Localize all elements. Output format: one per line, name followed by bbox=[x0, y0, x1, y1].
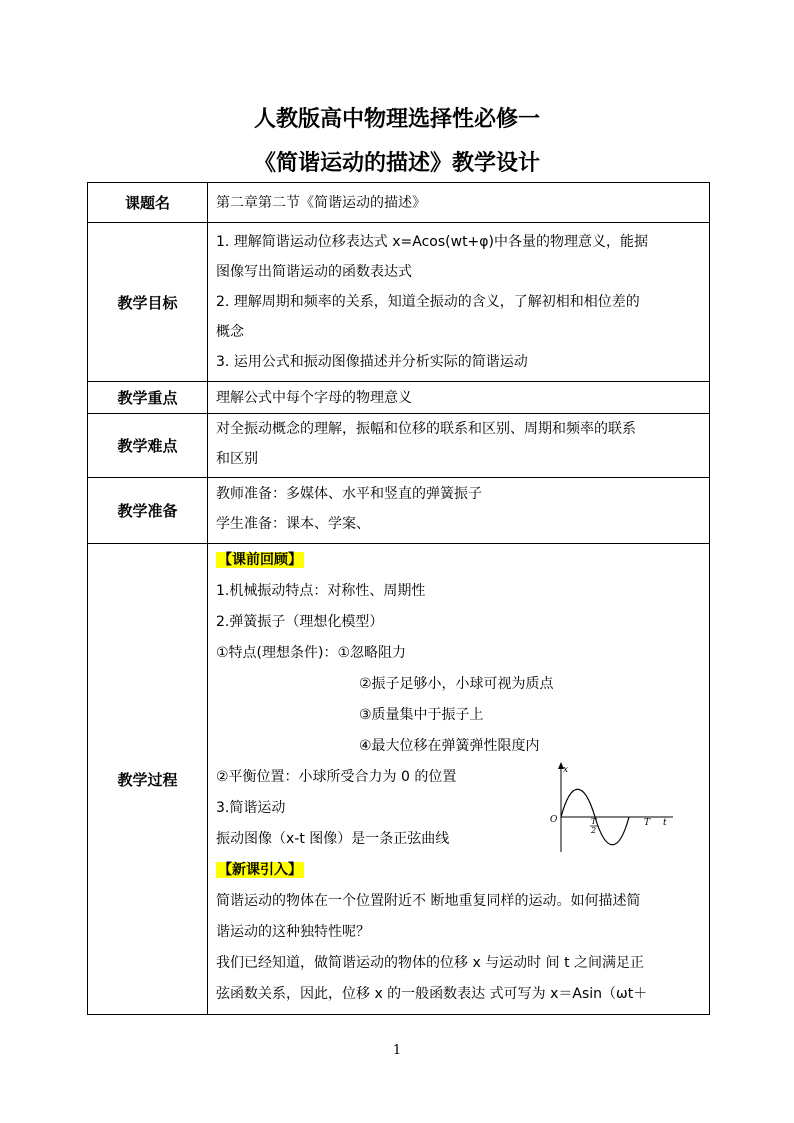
review-indented-line: ②振子足够小，小球可视为质点 bbox=[359, 676, 554, 692]
review-line: ①特点(理想条件)：①忽略阻力 bbox=[216, 645, 407, 661]
difficult-line: 对全振动概念的理解，振幅和位移的联系和区别、周期和频率的联系 bbox=[216, 421, 636, 437]
review-tag: 【课前回顾】 bbox=[218, 552, 302, 568]
goal-line: 1. 理解简谐运动位移表达式 x=Acos(wt+φ)中各量的物理意义，能据 bbox=[216, 234, 648, 250]
process-label: 教学过程 bbox=[88, 544, 208, 1015]
difficult-content bbox=[208, 414, 710, 478]
prep-line: 教师准备：多媒体、水平和竖直的弹簧振子 bbox=[216, 486, 482, 502]
intro-line: 我们已经知道，做简谐运动的物体的位移 x 与运动时 间 t 之间满足正 bbox=[216, 955, 645, 971]
title-line-1: 人教版高中物理选择性必修一 bbox=[253, 106, 540, 132]
review-indented-line: ④最大位移在弹簧弹性限度内 bbox=[359, 738, 540, 754]
prep-line: 学生准备：课本、学案、 bbox=[216, 516, 370, 532]
period-label: T bbox=[644, 818, 651, 828]
topic-text: 第二章第二节《简谐运动的描述》 bbox=[216, 194, 426, 211]
half-period-numerator: T bbox=[591, 817, 597, 826]
half-period-denominator: 2 bbox=[591, 826, 597, 835]
review-line: 振动图像（x-t 图像）是一条正弦曲线 bbox=[216, 831, 450, 847]
intro-line: 简谐运动的物体在一个位置附近不 断地重复同样的运动。如何描述简 bbox=[216, 893, 641, 909]
title-line-2: 《简谐运动的描述》教学设计 bbox=[253, 150, 540, 176]
key-content bbox=[208, 382, 710, 414]
difficult-line: 和区别 bbox=[216, 451, 258, 467]
page-number: 1 bbox=[392, 1043, 402, 1058]
intro-line: 弦函数关系，因此，位移 x 的一般函数表达 式可写为 x＝Asin（ωt＋ bbox=[216, 986, 648, 1002]
review-indented-line: ③质量集中于振子上 bbox=[359, 707, 484, 723]
y-axis-label: x bbox=[563, 765, 569, 775]
review-line: 3.简谐运动 bbox=[216, 800, 286, 816]
review-line: 2.弹簧振子（理想化模型） bbox=[216, 614, 384, 630]
difficult-label: 教学难点 bbox=[88, 414, 208, 478]
review-line: 1.机械振动特点：对称性、周期性 bbox=[216, 583, 426, 599]
goal-line: 3. 运用公式和振动图像描述并分析实际的简谐运动 bbox=[216, 354, 528, 370]
origin-label: O bbox=[550, 815, 558, 825]
goal-line: 概念 bbox=[216, 324, 244, 340]
key-label: 教学重点 bbox=[88, 382, 208, 414]
goals-label: 教学目标 bbox=[88, 223, 208, 382]
sine-wave-graph bbox=[549, 760, 679, 855]
topic-value bbox=[208, 183, 710, 223]
prep-content bbox=[208, 478, 710, 544]
goal-line: 2. 理解周期和频率的关系，知道全振动的含义，了解初相和相位差的 bbox=[216, 294, 640, 310]
prep-label: 教学准备 bbox=[88, 478, 208, 544]
goal-line: 图像写出简谐运动的函数表达式 bbox=[216, 264, 412, 280]
t-axis-label: t bbox=[663, 818, 667, 828]
key-text: 理解公式中每个字母的物理意义 bbox=[216, 389, 412, 406]
review-line: ②平衡位置：小球所受合力为 0 的位置 bbox=[216, 769, 457, 785]
lesson-plan-table bbox=[87, 182, 710, 1015]
topic-label: 课题名 bbox=[88, 183, 208, 223]
intro-tag: 【新课引入】 bbox=[218, 862, 302, 878]
intro-line: 谐运动的这种独特性呢？ bbox=[216, 924, 370, 940]
goals-content bbox=[208, 223, 710, 382]
